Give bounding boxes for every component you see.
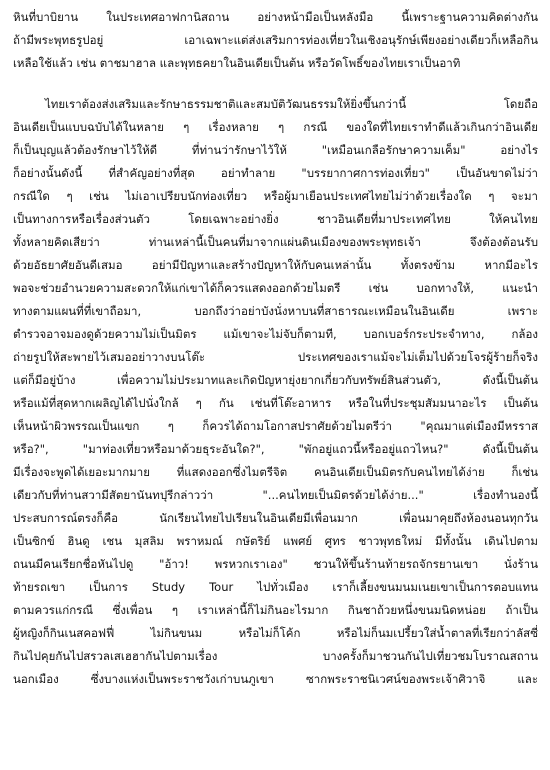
text-line: ทั้งหลายคิดเสียว่า ท่านเหล่านี้เป็นคนที่มาจากแผ่นดินเมืองของพระพุทธเจ้า จึงต้องต้อนรับ	[13, 235, 538, 249]
text-line: ก็อย่างนั้นดังนี้ ที่สำคัญอย่างที่สุด อย่าทำลาย "บรรยากาศการท่องเที่ยว" เป็นอันขาดไม่ว่า	[13, 166, 538, 180]
text-line: ตำรวจอาจมองดูด้วยความไม่เป็นมิตร แม้เขาจะไม่จับก็ตามที, บอกเบอร์กระประจำทาง, กล้อง	[13, 327, 538, 341]
text-line: เดียวกับที่ท่านสวามีสัตยานันทปุรีกล่าวว่า "...คนไทยเป็นมิตรด้วยได้ง่าย..." เรื่องทำนองนี้	[13, 488, 538, 502]
text-line: เป็นทางการหรือเรื่องส่วนตัว โดยเฉพาะอย่างยิ่ง ชาวอินเดียที่มาประเทศไทย ให้คนไทย	[13, 212, 538, 226]
text-line: ถนนมีคนเรียกชื่อหันไปดู "อ้าว! พรหวกเราเอง" ชวนให้ขึ้นร้านท้ายรถจักรยานเขา นั่งร้าน	[13, 557, 538, 571]
text-line: ก็เป็นบุญแล้วต้องรักษาไว้ให้ดี ที่ท่านว่ารักษาไว้ให้ "เหมือนเกลือรักษาความเค็ม" อย่างไร	[13, 143, 538, 157]
paragraph-2	[13, 93, 538, 691]
text-line: หรือแม้ที่สุดหากเผลิญได้ไปนั่งใกล้ ๆ กัน เช่นที่โต๊ะอาหาร หรือในที่ประชุมสัมมนาอะไร เป็นต้น	[13, 396, 538, 410]
text-line: ด้วยอัธยาศัยอันดีเสมอ อย่ามีปัญหาและสร้างปัญหาให้กับคนเหล่านั้น ทั้งตรงข้าม หากมีอะไร	[13, 258, 538, 272]
text-line: มีเรื่องจะพูดได้เยอะมากมาย ที่แสดงออกซึ่งไมตรีจิต คนอินเดียเป็นมิตรกับคนไทยได้ง่าย ก็เช่น	[13, 465, 538, 479]
text-line: เป็นซิกข์ ฮินดู เชน มุสลิม พราหมณ์ กษัตริย์ แพศย์ ศูทร ชาวพุทธใหม่ มีทั้งนั้น เดินไปตาม	[13, 534, 538, 548]
text-line: ไทยเราต้องส่งเสริมและรักษาธรรมชาติและสมบัติวัฒนธรรมให้ยิ่งขึ้นกว่านี้ โดยถือ	[45, 97, 538, 111]
text-line: ตามควรแก่กรณี ซึ่งเพื่อน ๆ เราเหล่านี้ก็ไม่กินอะไรมาก กินชาถ้วยหนึ่งขนมนิดหน่อย ถ้าเป็น	[13, 603, 538, 617]
text-line: เหลือใช้แล้ว เช่น ตาชมาฮาล และพุทธคยาในอินเดียเป็นต้น หรือวัดโพธิ์ของไทยเราเป็นอาทิ	[13, 56, 461, 70]
paragraph-spacer	[13, 75, 538, 93]
text-line: พอจะช่วยอำนวยความสะดวกให้แก่เขาได้ก็ควรแสดงออกด้วยไมตรี เช่น บอกทางให้, แนะนำ	[13, 281, 538, 295]
text-line: หรือ?", "มาท่องเที่ยวหรือมาด้วยธุระอันใด?", "พักอยู่แถวนี้หรืออยู่แถวไหน?" ดังนี้เป็นต้น	[13, 442, 538, 456]
text-line: หินที่บาบิยาน ในประเทศอาฟกานิสถาน อย่างหน้ามือเป็นหลังมือ นี้เพราะฐานความคิดต่างกัน	[13, 10, 538, 24]
text-line: เห็นหน้าผิวพรรณเป็นแขก ๆ ก็ควรได้ถามโอกาสปราศัยด้วยไมตรีว่า "คุณมาแต่เมืองมีหรราส	[13, 419, 538, 433]
text-line: ประสบการณ์ตรงก็คือ นักเรียนไทยไปเรียนในอินเดียมีเพื่อนมาก เพื่อนมาคุยถึงห้องนอนทุกวัน	[13, 511, 538, 525]
text-line: ถ่ายรูปให้สะพายไว้เสมออย่าวางบนโต๊ะ ประเทศของเราแม้จะไม่เต็มไปด้วยโจรผู้ร้ายก็จริง	[13, 350, 538, 364]
text-line: ผู้หญิงก็กินเนสคอฟฟี่ ไม่กินขนม หรือไม่ก็โค้ก หรือไม่ก็นมเปรี้ยวใส่น้ำตาลที่เรียกว่าลัสซี่	[13, 626, 538, 640]
text-line: กินไปคุยกันไปสรวลเสเฮฮากันไปตามเรื่อง บางครั้งก็มาชวนกันไปเที่ยวชมโบราณสถาน	[13, 649, 538, 663]
paragraph-1	[13, 6, 538, 75]
text-line: กรณีใด ๆ เช่น ไม่เอาเปรียบนักท่องเที่ยว หรือผู้มาเยือนประเทศไทยไม่ว่าด้วยเรื่องใด ๆ จะมา	[13, 189, 538, 203]
text-line: แต่ก็มีอยู่บ้าง เพื่อความไม่ประมาทและเกิดปัญหายุ่งยากเกี่ยวกับทรัพย์สินส่วนตัว, ดังนี้เป็นต้น	[13, 373, 538, 387]
text-line: ท้ายรถเขา เป็นการ Study Tour ไปทั่วเมือง เราก็เลี้ยงขนมนมเนยเขาเป็นการตอบแทน	[13, 580, 538, 594]
text-line: อินเดียเป็นแบบฉบับได้ในหลาย ๆ เรื่องหลาย ๆ กรณี ของใดที่ไทยเราทำดีแล้วเกินกว่าอินเดีย	[13, 120, 538, 134]
text-line: ทางตามแผนที่ที่เขาถือมา, บอกถึงว่าอย่าบังนั่งหาบนที่สาธารณะเหมือนในอินเดีย เพราะ	[13, 304, 538, 318]
text-line: นอกเมือง ซึ่งบางแห่งเป็นพระราชวังเก่าบนภูเขา ซากพระราชนิเวศน์ของพระเจ้าศิวาจิ และ	[13, 672, 538, 686]
text-line: ถ้ามีพระพุทธรูปอยู่ เอาเฉพาะแต่ส่งเสริมการท่องเที่ยวในเชิงอนุรักษ์เพียงอย่างเดียวก็เหลือกิน	[13, 33, 538, 47]
